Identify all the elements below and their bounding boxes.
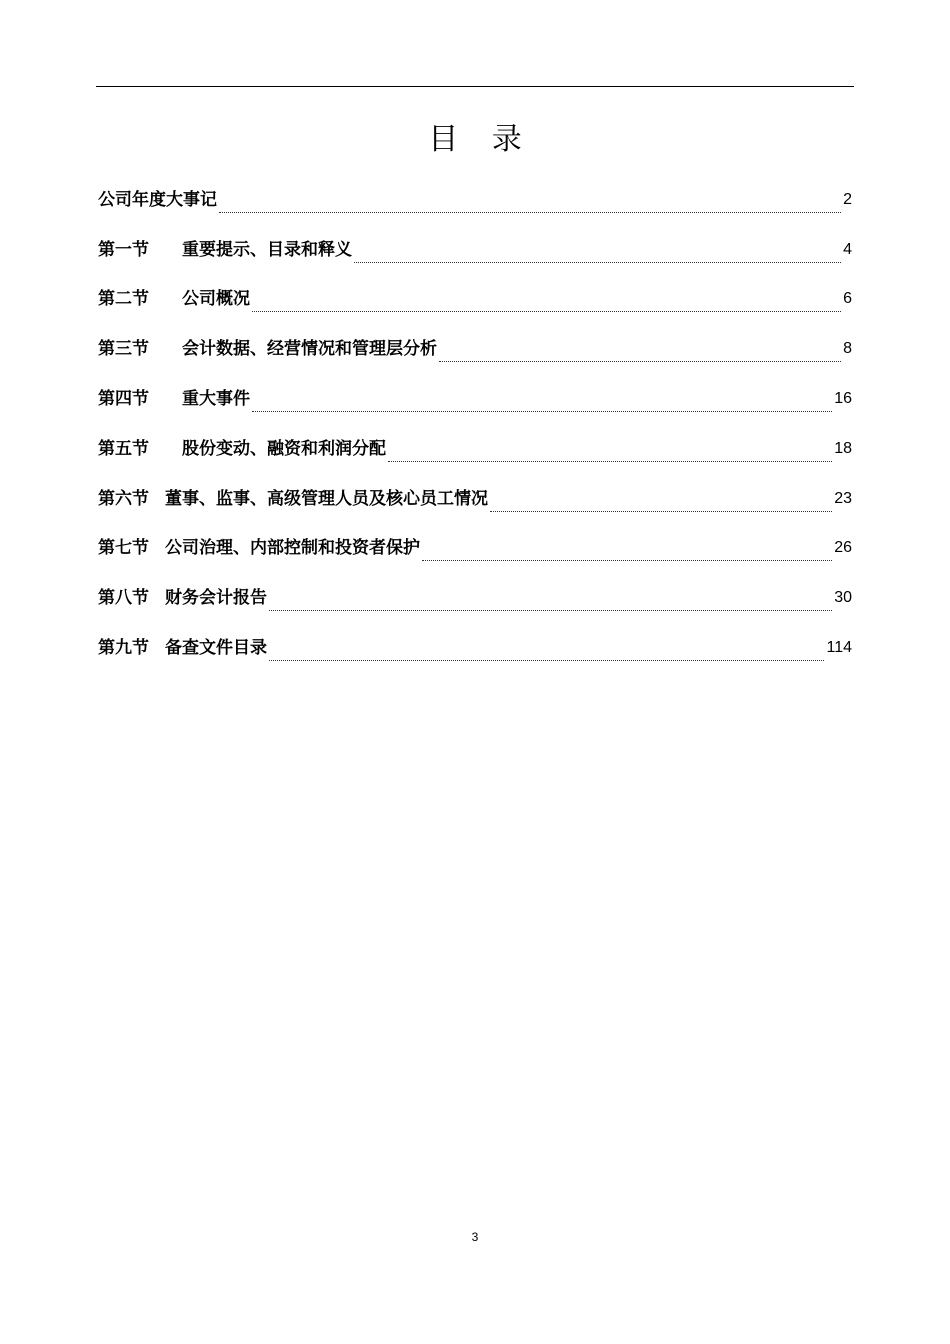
toc-entry-title: 股份变动、融资和利润分配 [182, 438, 386, 459]
dot-leader [388, 461, 832, 462]
toc-entry-page: 114 [826, 639, 852, 657]
toc-entry-page: 18 [834, 439, 852, 457]
toc-entry-page: 26 [834, 539, 852, 557]
toc-entry-page: 6 [843, 290, 852, 308]
toc-entry-section-number: 第七节 [98, 538, 149, 559]
toc-entry-title: 会计数据、经营情况和管理层分析 [182, 339, 437, 360]
toc-entry-title: 公司治理、内部控制和投资者保护 [165, 538, 420, 559]
dot-leader [354, 262, 841, 263]
dot-leader [269, 610, 832, 611]
toc-entry-title: 重要提示、目录和释义 [182, 239, 352, 260]
toc-entry-section-number: 第九节 [98, 638, 149, 659]
toc-entry-title: 财务会计报告 [165, 588, 267, 609]
toc-entry-section-7[interactable] [98, 524, 852, 574]
dot-leader [252, 311, 841, 312]
toc-entry-title: 公司概况 [182, 289, 250, 310]
toc-entry-section-number: 第四节 [98, 389, 149, 410]
toc-entry-section-9[interactable] [98, 623, 852, 673]
dot-leader [219, 212, 841, 213]
dot-leader [439, 361, 841, 362]
toc-entry-title: 备查文件目录 [165, 638, 267, 659]
toc-entry-section-number: 第八节 [98, 588, 149, 609]
toc-entry-title: 董事、监事、高级管理人员及核心员工情况 [165, 488, 488, 509]
toc-entry-section-8[interactable] [98, 573, 852, 623]
footer-page-number: 3 [471, 1230, 479, 1244]
toc-entry-section-5[interactable] [98, 424, 852, 474]
toc-entry-section-2[interactable] [98, 275, 852, 325]
dot-leader [252, 411, 832, 412]
page-title: 目 录 [428, 122, 534, 157]
header-rule [96, 86, 854, 87]
toc-entry-title: 公司年度大事记 [98, 189, 217, 210]
toc-entry-section-1[interactable] [98, 225, 852, 275]
toc-entry-section-number: 第一节 [98, 239, 149, 260]
toc-entry-section-number: 第三节 [98, 339, 149, 360]
toc-entry-section-number: 第六节 [98, 488, 149, 509]
toc-entry-section-number: 第五节 [98, 438, 149, 459]
dot-leader [490, 511, 832, 512]
toc-entry-title: 重大事件 [182, 389, 250, 410]
toc-entry-page: 8 [843, 340, 852, 358]
toc-entry-section-number: 第二节 [98, 289, 149, 310]
toc-entry-page: 2 [843, 190, 852, 208]
toc-entry-page: 23 [834, 489, 852, 507]
dot-leader [269, 660, 824, 661]
toc-entry-section-3[interactable] [98, 324, 852, 374]
toc-entry-events[interactable] [98, 175, 852, 225]
toc-entry-page: 16 [834, 390, 852, 408]
toc-entry-page: 30 [834, 589, 852, 607]
toc-entry-section-4[interactable] [98, 374, 852, 424]
toc-entry-page: 4 [843, 240, 852, 258]
toc-entry-section-6[interactable] [98, 474, 852, 524]
dot-leader [422, 560, 832, 561]
toc-list [98, 175, 852, 673]
